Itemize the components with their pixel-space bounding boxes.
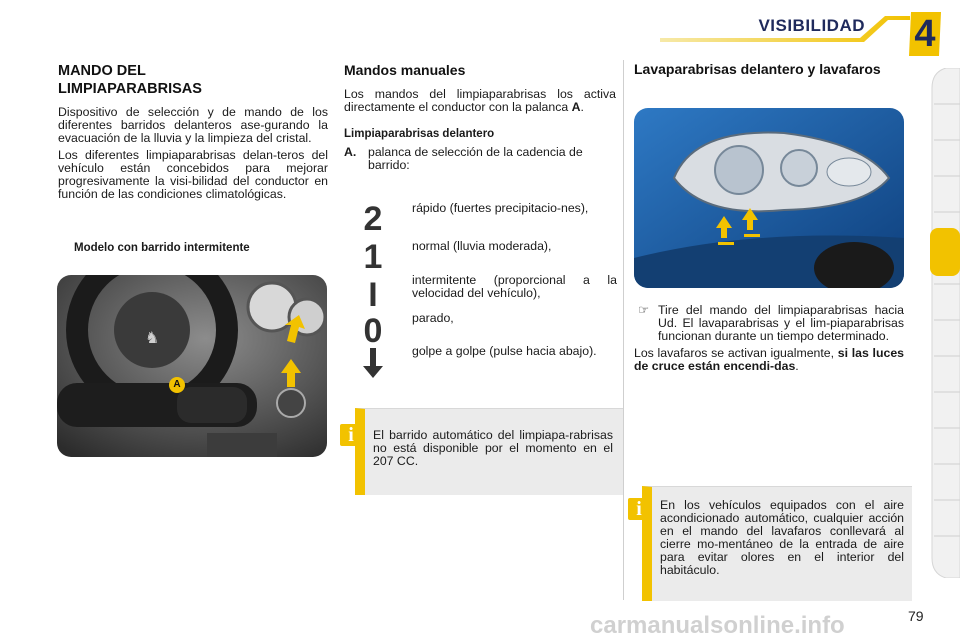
wiper-stalk-photo xyxy=(57,275,327,457)
chapter-tabs xyxy=(928,68,960,578)
position-0-symbol xyxy=(356,312,390,346)
intermittent-description: intermitente (proporcional a la velocidad del vehículo), xyxy=(412,273,617,300)
washer-instruction: ☞ Tire del mando del limpiaparabrisas hacia Ud. El lavaparabrisas y el lim-piaparabrisas funcionan durante un tiempo determinado. xyxy=(638,303,904,343)
position-0-description: parado, xyxy=(412,311,454,325)
lever-a-description: A. palanca de selección de la cadencia de barrido: xyxy=(344,145,583,172)
manual-controls-intro: Los mandos del limpiaparabrisas los activa directamente el conductor con la palanca A. xyxy=(344,87,616,114)
column1-title: MANDO DEL LIMPIAPARABRISAS xyxy=(58,63,202,97)
note-air-conditioning-text: En los vehículos equipados con el aire acondicionado automático, cualquier acción en el mando del lavafaros conllevará al cierre mo-mentáneo de la entrada de aire para evitar olores en el interior del habitáculo. xyxy=(660,498,904,577)
position-2-symbol xyxy=(356,200,390,234)
svg-text:0: 0 xyxy=(363,312,383,346)
watermark: carmanualsonline.info xyxy=(590,612,845,639)
headlamp-washer-photo xyxy=(634,108,904,288)
svg-text:I: I xyxy=(368,276,378,310)
chapter-number: 4 xyxy=(914,13,936,55)
column1-paragraph-2: Los diferentes limpiaparabrisas delan-teros del vehículo están concebidos para mejorar progresivamente la visi-bilidad del conductor en función de las condiciones climatológicas. xyxy=(58,148,328,201)
position-1-description: normal (lluvia moderada), xyxy=(412,239,552,253)
column2-title: Mandos manuales xyxy=(344,62,466,78)
svg-text:♞: ♞ xyxy=(145,328,160,347)
column3-title: Lavaparabrisas delantero y lavafaros xyxy=(634,61,881,77)
note-box-air-conditioning xyxy=(642,486,912,601)
note-auto-wipe-text: El barrido automático del limpiapa-rabrisas no está disponible por el momento en el 207 CC. xyxy=(373,428,613,468)
model-caption: Modelo con barrido intermitente xyxy=(74,242,250,254)
column-divider xyxy=(623,60,624,600)
lever-a-label: A xyxy=(169,377,185,393)
front-wiper-subhead: Limpiaparabrisas delantero xyxy=(344,128,495,140)
headlamp-washer-paragraph: Los lavafaros se activan igualmente, si las luces de cruce están encendi-das. xyxy=(634,346,905,373)
pointing-hand-icon: ☞ xyxy=(638,303,650,317)
single-wipe-description: golpe a golpe (pulse hacia abajo). xyxy=(412,344,597,358)
page-number: 79 xyxy=(908,608,924,624)
section-title: VISIBILIDAD xyxy=(758,16,865,35)
position-2-description: rápido (fuertes precipitacio-nes), xyxy=(412,201,589,215)
svg-text:1: 1 xyxy=(363,238,383,272)
svg-text:2: 2 xyxy=(363,200,383,234)
intermittent-symbol xyxy=(356,276,390,310)
info-icon: i xyxy=(340,424,362,446)
column1-paragraph-1: Dispositivo de selección y de mando de los diferentes barridos delanteros ase-gurando la evacuación de la lluvia y la limpieza del cristal. xyxy=(58,105,328,145)
single-wipe-arrow-icon xyxy=(356,346,390,380)
note-box-auto-wipe xyxy=(355,408,623,495)
position-1-symbol xyxy=(356,238,390,272)
info-icon: i xyxy=(628,498,650,520)
